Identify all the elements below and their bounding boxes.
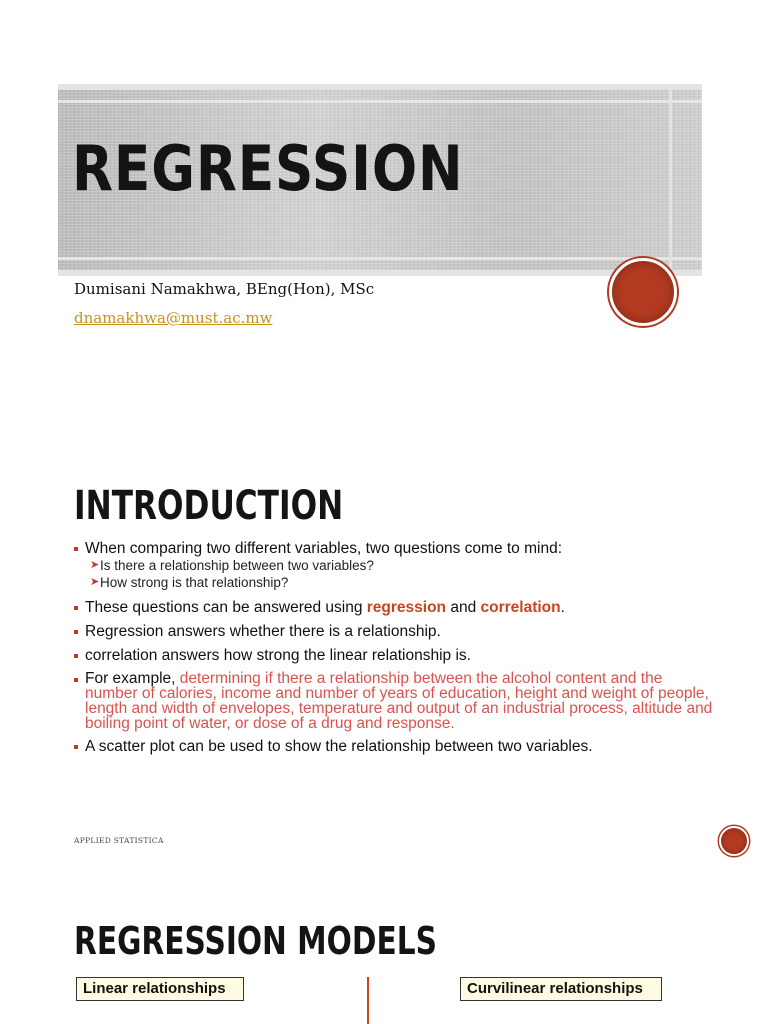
bullet-text: These questions can be answered using [85, 599, 367, 616]
vertical-divider [367, 977, 369, 1024]
bullet-item [74, 738, 714, 755]
banner-stripe [58, 257, 702, 260]
highlight-correlation: correlation [480, 599, 561, 616]
linear-relationships-label: Linear relationships [76, 977, 244, 1001]
bullet-item [74, 540, 714, 557]
banner-stripe [58, 100, 702, 103]
decorative-circle-small [719, 826, 749, 856]
bullet-item [74, 671, 714, 731]
decorative-circle [609, 258, 677, 326]
sub-bullet-text: How strong is that relationship? [100, 575, 289, 590]
arrow-icon: ➤ [90, 576, 100, 588]
introduction-heading: INTRODUCTION [74, 483, 344, 529]
bullet-item [74, 599, 714, 616]
slide-footer: APPLIED STATISTICA [74, 836, 164, 845]
bullet-item [74, 647, 714, 664]
bullet-item [74, 623, 714, 640]
author-email-link[interactable]: dnamakhwa@must.ac.mw [74, 309, 273, 327]
bullet-text: When comparing two different variables, two questions come to mind: [85, 540, 563, 557]
banner-vertical-stripe [669, 90, 672, 270]
slide-title: REGRESSION [72, 132, 464, 205]
sub-bullet-item [74, 574, 714, 591]
sub-bullet-item [74, 557, 714, 574]
author-name: Dumisani Namakhwa, BEng(Hon), MSc [74, 280, 375, 298]
arrow-icon: ➤ [90, 559, 100, 571]
sub-bullet-text: Is there a relationship between two variables? [100, 558, 374, 573]
bullet-text: and [446, 599, 481, 616]
introduction-bullets [74, 540, 714, 755]
bullet-text: Regression answers whether there is a relationship. [85, 623, 441, 640]
curvilinear-relationships-label: Curvilinear relationships [460, 977, 662, 1001]
example-text: determining if there a relationship between the alcohol content and the number of calories, income and number of years of education, height and weight of people, length and width of envelopes, temperature and output of an industrial process, altitude and boiling point of water, or dose of a drug and response. [85, 670, 713, 732]
bullet-text: For example, [85, 670, 180, 687]
regression-models-heading: REGRESSION MODELS [74, 919, 437, 963]
bullet-text: A scatter plot can be used to show the relationship between two variables. [85, 738, 593, 755]
highlight-regression: regression [366, 599, 447, 616]
bullet-text: correlation answers how strong the linear relationship is. [85, 647, 471, 664]
bullet-text: . [560, 599, 565, 616]
